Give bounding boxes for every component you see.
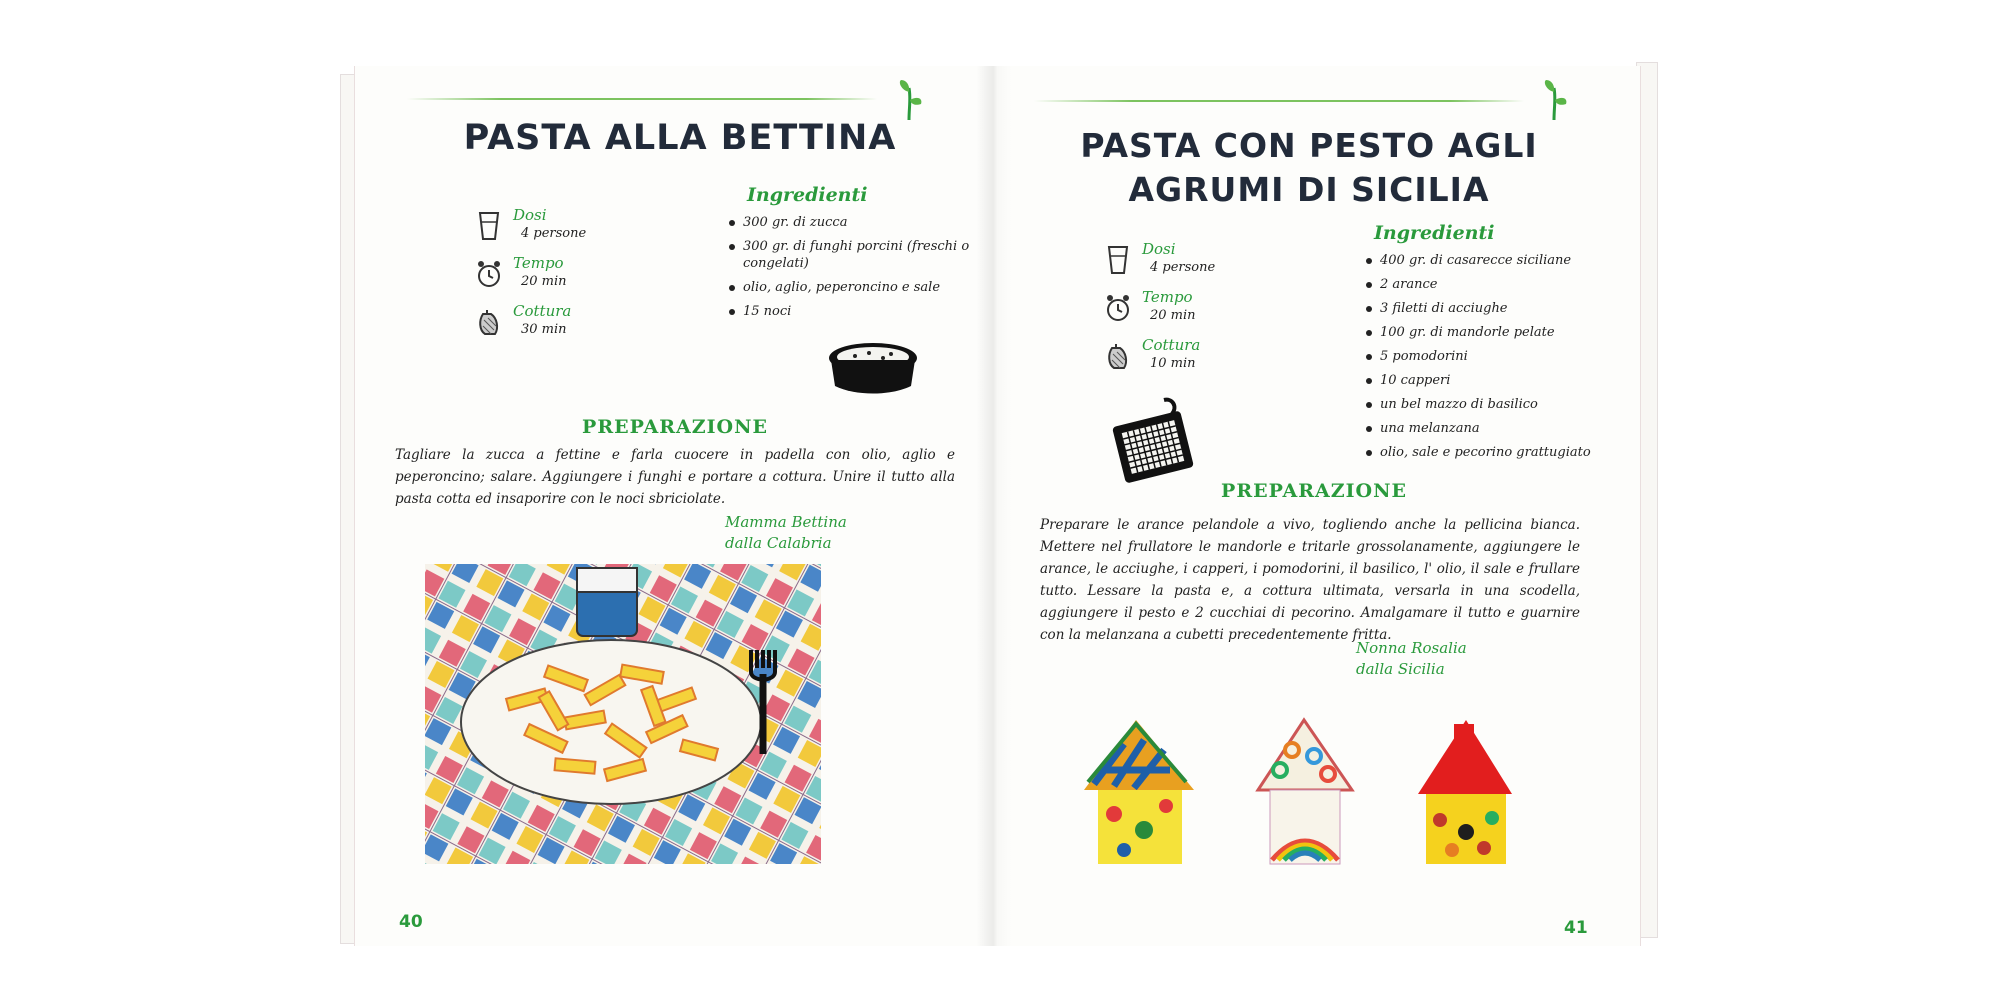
house-1	[1084, 720, 1194, 864]
ingredient-item: 100 gr. di mandorle pelate	[1366, 324, 1634, 341]
sprout-icon	[1540, 78, 1570, 122]
servings-row	[1104, 240, 1264, 288]
cooking-label: Cottura	[1142, 336, 1201, 354]
servings-value: 4 persone	[521, 226, 587, 241]
left-page	[354, 66, 995, 946]
glass-icon	[475, 210, 503, 242]
recipe-title-line-2: AGRUMI DI SICILIA	[1128, 170, 1490, 209]
alarm-clock-icon	[475, 258, 503, 290]
ingredient-item: olio, aglio, peperoncino e sale	[729, 279, 979, 296]
preparation-heading: PREPARAZIONE	[1221, 480, 1407, 502]
ingredients-list	[1366, 252, 1634, 468]
servings-label: Dosi	[1142, 240, 1176, 258]
time-value: 20 min	[1150, 308, 1196, 323]
servings-value: 4 persone	[1150, 260, 1216, 275]
glass-icon	[1104, 244, 1132, 276]
cooking-row	[1104, 336, 1264, 384]
house-3	[1418, 720, 1512, 864]
servings-row	[475, 206, 635, 254]
pasta-plate-illustration	[425, 564, 821, 864]
oven-mitt-icon	[475, 306, 503, 338]
time-label: Tempo	[513, 254, 564, 272]
page-number: 40	[399, 912, 423, 932]
oven-mitt-icon	[1104, 340, 1132, 372]
alarm-clock-icon	[1104, 292, 1132, 324]
houses-illustration	[1074, 710, 1554, 870]
cooking-row	[475, 302, 635, 350]
ingredients-list	[729, 214, 979, 327]
author-name: Mamma Bettina	[725, 513, 847, 531]
decorative-rule	[1034, 100, 1524, 102]
ingredient-item: 300 gr. di funghi porcini (freschi o congelati)	[729, 238, 979, 272]
sprout-icon	[895, 78, 925, 122]
time-value: 20 min	[521, 274, 567, 289]
author-name: Nonna Rosalia	[1356, 639, 1467, 657]
author-origin: dalla Sicilia	[1356, 660, 1445, 678]
ingredients-heading: Ingredienti	[747, 184, 868, 206]
ingredient-item: 15 noci	[729, 303, 979, 320]
decorative-rule	[407, 98, 877, 100]
cooking-value: 30 min	[521, 322, 567, 337]
time-row	[1104, 288, 1264, 336]
right-page	[994, 66, 1641, 946]
servings-label: Dosi	[513, 206, 547, 224]
time-row	[475, 254, 635, 302]
recipe-title-line-1: PASTA CON PESTO AGLI	[1080, 126, 1538, 165]
grater-drawing	[1112, 396, 1198, 486]
house-2	[1258, 720, 1352, 864]
book-gutter	[976, 66, 1012, 946]
ingredient-item: una melanzana	[1366, 420, 1634, 437]
open-book	[340, 48, 1660, 958]
preparation-text: Tagliare la zucca a fettine e farla cuocere in padella con olio, aglio e peperoncino; salare. Aggiungere i funghi e portare a cottura. Unire il tutto alla pasta cotta ed insaporire con le noci sbriciolate.	[395, 447, 955, 507]
cooking-value: 10 min	[1150, 356, 1196, 371]
baking-dish-drawing	[825, 338, 921, 398]
ingredient-item: 400 gr. di casarecce siciliane	[1366, 252, 1634, 269]
cooking-label: Cottura	[513, 302, 572, 320]
recipe-info	[475, 206, 655, 366]
preparation-heading: PREPARAZIONE	[582, 416, 768, 438]
preparation-text: Preparare le arance pelandole a vivo, togliendo anche la pellicina bianca. Mettere nel frullatore le mandorle e tritarle grossolanamente, aggiungere le arance, le acciughe, i capperi, i pomodorini, il basilico, l' olio, il sale e frullare tutto. Lessare la pasta e, a cottura ultimata, versarla in una scodella, aggiungere il pesto e 2 cucchiai di pecorino. Amalgamare il tutto e guarnire con la melanzana a cubetti precedentemente fritta.	[1040, 517, 1580, 643]
ingredient-item: 3 filetti di acciughe	[1366, 300, 1634, 317]
ingredient-item: un bel mazzo di basilico	[1366, 396, 1634, 413]
ingredient-item: 2 arance	[1366, 276, 1634, 293]
page-number: 41	[1564, 918, 1588, 938]
author-origin: dalla Calabria	[725, 534, 832, 552]
recipe-title: PASTA ALLA BETTINA	[463, 118, 897, 158]
ingredients-heading: Ingredienti	[1374, 222, 1495, 244]
ingredient-item: 10 capperi	[1366, 372, 1634, 389]
ingredient-item: 5 pomodorini	[1366, 348, 1634, 365]
ingredient-item: 300 gr. di zucca	[729, 214, 979, 231]
time-label: Tempo	[1142, 288, 1193, 306]
recipe-info	[1104, 240, 1284, 400]
ingredient-item: olio, sale e pecorino grattugiato	[1366, 444, 1634, 461]
